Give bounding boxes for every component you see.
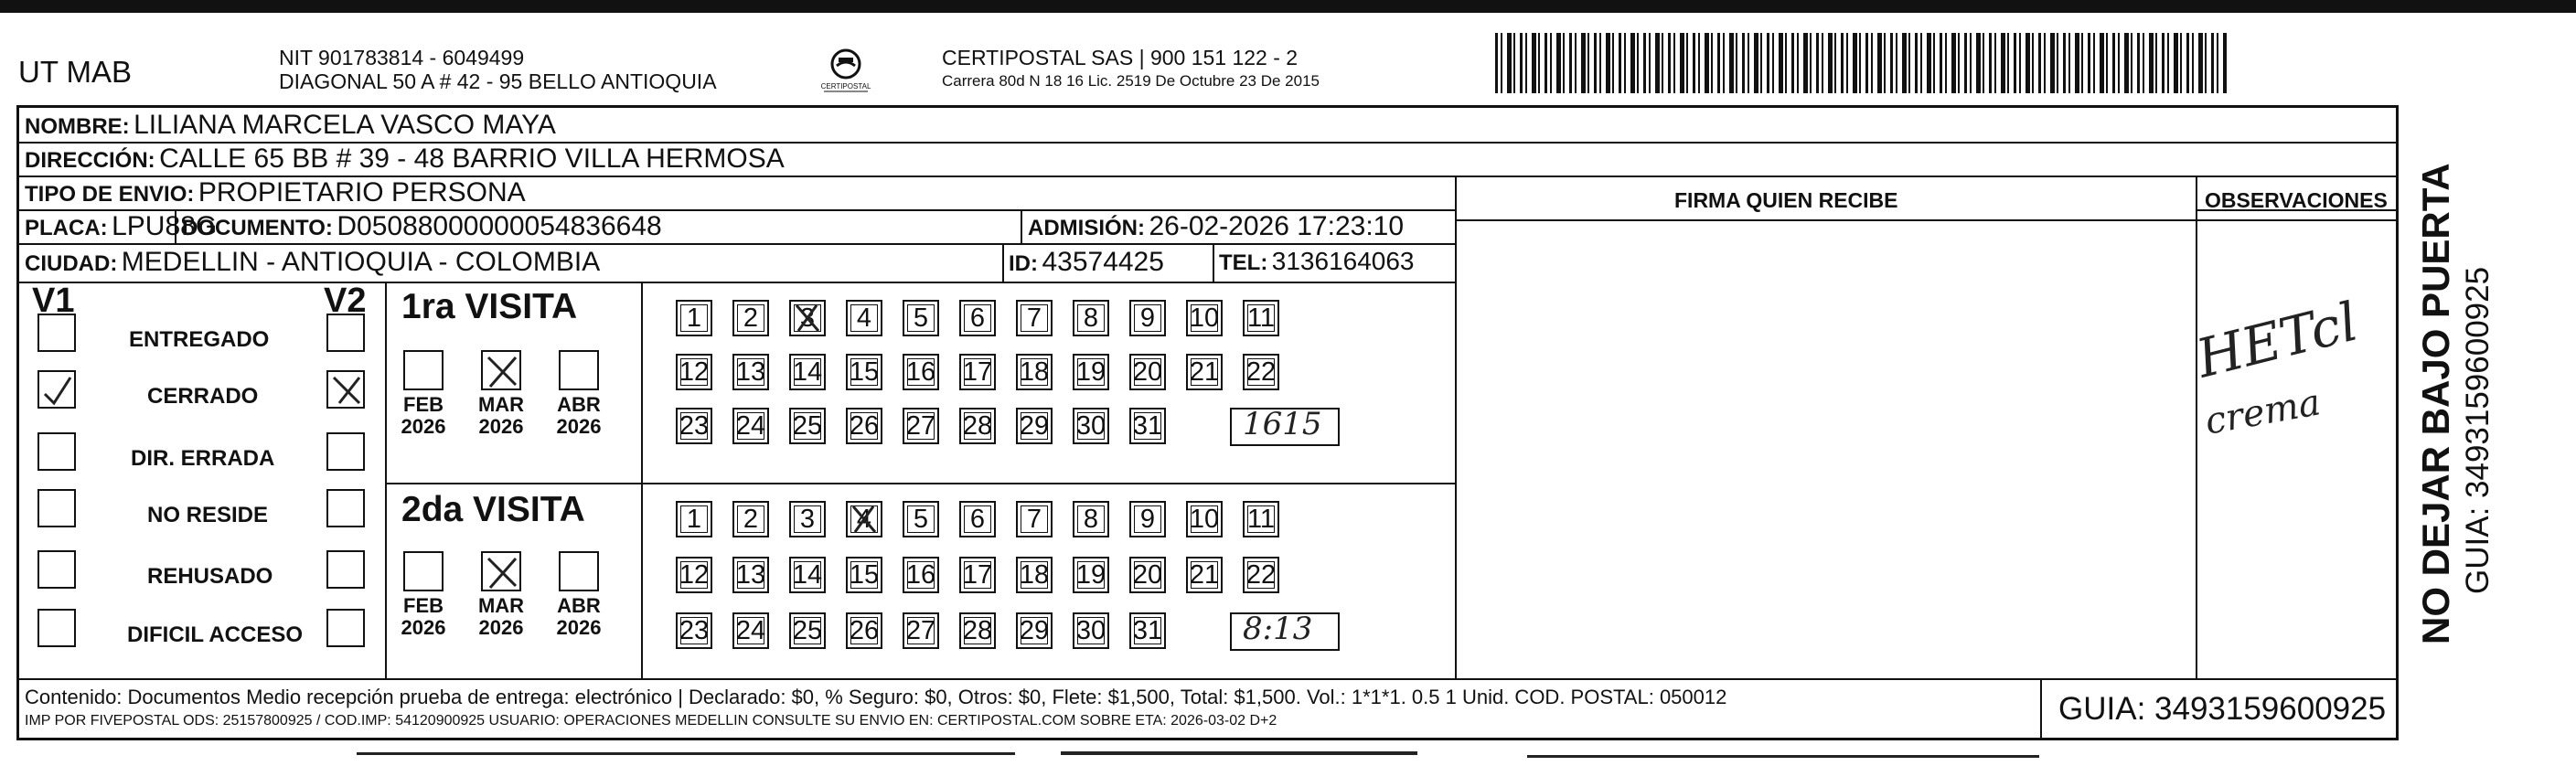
day-number: 2 <box>743 303 759 333</box>
day-number: 11 <box>1246 303 1276 333</box>
month-checkbox[interactable] <box>481 350 521 390</box>
tel-label: TEL: <box>1219 250 1268 275</box>
day-number: 27 <box>905 616 936 645</box>
day-number: 21 <box>1189 357 1220 387</box>
v1-checkbox[interactable] <box>37 314 76 352</box>
x-mark-icon <box>483 553 521 591</box>
v1-checkbox[interactable] <box>37 489 76 527</box>
x-mark-icon <box>846 501 882 537</box>
day-number: 26 <box>849 411 880 441</box>
day-number: 6 <box>969 505 986 534</box>
day-box[interactable] <box>1073 612 1109 649</box>
id-value: 43574425 <box>1042 247 1164 277</box>
side-guia: GUIA: 3493159600925 <box>2460 266 2496 594</box>
day-box[interactable] <box>789 501 826 537</box>
day-box[interactable] <box>789 300 826 336</box>
day-box[interactable] <box>676 300 712 336</box>
company-nit: NIT 901783814 - 6049499 <box>279 46 525 69</box>
day-number: 17 <box>962 560 993 590</box>
day-number: 4 <box>856 505 872 534</box>
v2-checkbox[interactable] <box>326 314 365 352</box>
day-box[interactable] <box>903 300 939 336</box>
day-number: 9 <box>1139 505 1156 534</box>
day-number: 27 <box>905 411 936 441</box>
day-number: 30 <box>1075 616 1106 645</box>
nombre-field <box>25 110 556 141</box>
day-number: 9 <box>1139 303 1156 333</box>
status-label: CERRADO <box>147 384 259 409</box>
observacion-line2: crema <box>2201 381 2325 443</box>
status-label: NO RESIDE <box>147 503 269 527</box>
footer-guia: GUIA: 3493159600925 <box>2058 691 2387 727</box>
day-box[interactable] <box>903 501 939 537</box>
day-number: 23 <box>679 616 710 645</box>
day-box[interactable] <box>959 557 996 593</box>
handwritten-time: 8:13 <box>1243 611 1313 647</box>
day-box[interactable] <box>1129 354 1166 390</box>
day-number: 6 <box>969 303 986 333</box>
day-box[interactable] <box>903 408 939 444</box>
day-number: 13 <box>735 560 766 590</box>
direccion-field <box>25 144 785 175</box>
day-number: 15 <box>849 560 880 590</box>
ciudad-value: MEDELLIN - ANTIOQUIA - COLOMBIA <box>121 247 601 277</box>
tel-value: 3136164063 <box>1271 247 1415 275</box>
day-box[interactable] <box>1016 612 1053 649</box>
admision-label: ADMISIÓN: <box>1028 216 1145 240</box>
month-checkbox[interactable] <box>559 350 599 390</box>
ciudad-field <box>25 247 600 278</box>
month-checkbox[interactable] <box>403 551 444 591</box>
tipo-envio-value: PROPIETARIO PERSONA <box>198 177 526 207</box>
day-box[interactable] <box>789 612 826 649</box>
day-box[interactable] <box>903 557 939 593</box>
visit1-title: 1ra VISITA <box>401 287 578 326</box>
day-number: 31 <box>1132 616 1163 645</box>
day-number: 17 <box>962 357 993 387</box>
day-number: 28 <box>962 616 993 645</box>
nombre-label: NOMBRE: <box>25 114 130 139</box>
x-mark-icon <box>483 352 521 390</box>
v2-checkbox[interactable] <box>326 550 365 589</box>
id-label: ID: <box>1009 251 1038 276</box>
day-box[interactable] <box>959 501 996 537</box>
status-label: DIFICIL ACCESO <box>127 622 304 647</box>
month-year: 2026 <box>556 616 602 639</box>
day-number: 13 <box>735 357 766 387</box>
day-number: 21 <box>1189 560 1220 590</box>
certipostal-logo <box>818 46 873 95</box>
month-checkbox[interactable] <box>403 350 444 390</box>
footer-contenido: Contenido: Documentos Medio recepción prueba de entrega: electrónico | Declarado: $0, % Seguro: $0, Otros: $0, Flete: $1,500, Total: $1,500. Vol.: 1*1*1. 0.5 1 Unid. COD. POSTAL: 050012 <box>25 686 1727 708</box>
visit2-title: 2da VISITA <box>401 490 585 529</box>
day-number: 24 <box>735 616 766 645</box>
ciudad-label: CIUDAD: <box>25 251 118 276</box>
documento-field <box>182 211 662 242</box>
day-box[interactable] <box>846 612 882 649</box>
admision-value: 26-02-2026 17:23:10 <box>1149 211 1405 241</box>
status-label: ENTREGADO <box>129 327 270 352</box>
month-name: FEB <box>403 393 444 416</box>
day-number: 23 <box>679 411 710 441</box>
status-label: DIR. ERRADA <box>131 446 275 471</box>
v2-label: V2 <box>324 282 367 320</box>
day-box[interactable] <box>676 408 712 444</box>
day-number: 18 <box>1019 560 1050 590</box>
day-number: 11 <box>1246 505 1276 534</box>
status-label: REHUSADO <box>147 564 273 589</box>
day-number: 29 <box>1019 411 1050 441</box>
month-year: 2026 <box>401 415 446 438</box>
day-box[interactable] <box>1129 408 1166 444</box>
day-number: 31 <box>1132 411 1163 441</box>
day-box[interactable] <box>1129 300 1166 336</box>
day-number: 7 <box>1026 303 1042 333</box>
month-year: 2026 <box>556 415 602 438</box>
day-number: 3 <box>799 303 816 333</box>
day-box[interactable] <box>1186 557 1223 593</box>
v1-checkbox[interactable] <box>37 550 76 589</box>
day-box[interactable] <box>732 300 769 336</box>
handwritten-time-box[interactable] <box>1230 612 1340 651</box>
company-name: UT MAB <box>18 55 133 89</box>
day-number: 12 <box>679 357 710 387</box>
day-box[interactable] <box>1016 501 1053 537</box>
day-number: 3 <box>799 505 816 534</box>
nombre-value: LILIANA MARCELA VASCO MAYA <box>134 110 556 140</box>
month-name: ABR <box>557 393 601 416</box>
day-box[interactable] <box>676 557 712 593</box>
day-box[interactable] <box>959 354 996 390</box>
day-box[interactable] <box>846 354 882 390</box>
placa-label: PLACA: <box>25 216 108 240</box>
v2-checkbox[interactable] <box>326 609 365 647</box>
day-number: 25 <box>792 616 823 645</box>
v1-label: V1 <box>32 282 75 320</box>
day-number: 14 <box>792 560 823 590</box>
day-box[interactable] <box>1073 300 1109 336</box>
month-year: 2026 <box>478 415 524 438</box>
day-number: 7 <box>1026 505 1042 534</box>
day-box[interactable] <box>1186 354 1223 390</box>
day-box[interactable] <box>732 612 769 649</box>
day-box[interactable] <box>846 501 882 537</box>
side-warning: NO DEJAR BAJO PUERTA <box>2414 163 2457 644</box>
day-box[interactable] <box>1186 300 1223 336</box>
day-box[interactable] <box>1016 408 1053 444</box>
day-box[interactable] <box>676 612 712 649</box>
v2-checkbox[interactable] <box>326 370 365 409</box>
documento-value: D05088000000054836648 <box>337 211 662 241</box>
day-box[interactable] <box>846 408 882 444</box>
day-box[interactable] <box>732 354 769 390</box>
v1-checkbox[interactable] <box>37 609 76 647</box>
day-number: 12 <box>679 560 710 590</box>
documento-label: DOCUMENTO: <box>182 216 333 240</box>
month-name: MAR <box>477 393 525 416</box>
v2-checkbox[interactable] <box>326 432 365 471</box>
day-box[interactable] <box>732 557 769 593</box>
day-box[interactable] <box>846 300 882 336</box>
placa-value: LPU88G <box>112 211 218 241</box>
day-box[interactable] <box>1016 557 1053 593</box>
day-box[interactable] <box>1073 408 1109 444</box>
day-number: 29 <box>1019 616 1050 645</box>
day-number: 16 <box>905 357 936 387</box>
day-box[interactable] <box>846 557 882 593</box>
company-address: DIAGONAL 50 A # 42 - 95 BELLO ANTIOQUIA <box>279 69 717 93</box>
day-number: 1 <box>686 303 702 333</box>
handwritten-time-box[interactable] <box>1230 408 1340 446</box>
courier-license: Carrera 80d N 18 16 Lic. 2519 De Octubre 23 De 2015 <box>942 72 1320 90</box>
month-checkbox[interactable] <box>481 551 521 591</box>
day-box[interactable] <box>1129 557 1166 593</box>
direccion-label: DIRECCIÓN: <box>25 148 155 173</box>
day-box[interactable] <box>903 612 939 649</box>
v1-checkbox[interactable] <box>37 370 76 409</box>
day-number: 20 <box>1132 560 1163 590</box>
courier-name: CERTIPOSTAL SAS | 900 151 122 - 2 <box>942 46 1299 69</box>
day-number: 15 <box>849 357 880 387</box>
day-box[interactable] <box>676 501 712 537</box>
day-number: 24 <box>735 411 766 441</box>
x-mark-icon <box>328 372 365 409</box>
day-number: 1 <box>686 505 702 534</box>
x-mark-icon <box>789 300 826 336</box>
day-number: 30 <box>1075 411 1106 441</box>
day-number: 18 <box>1019 357 1050 387</box>
handwritten-time: 1615 <box>1243 406 1322 442</box>
observacion-line1: HETcl <box>2190 290 2364 390</box>
day-box[interactable] <box>959 408 996 444</box>
v1-checkbox[interactable] <box>37 432 76 471</box>
month-name: FEB <box>403 594 444 617</box>
bottom-rule-right <box>1527 755 2039 758</box>
month-year: 2026 <box>401 616 446 639</box>
day-box[interactable] <box>732 408 769 444</box>
day-box[interactable] <box>959 300 996 336</box>
day-box[interactable] <box>903 354 939 390</box>
tel-field <box>1219 247 1415 276</box>
day-box[interactable] <box>1243 557 1279 593</box>
day-box[interactable] <box>1243 501 1279 537</box>
day-box[interactable] <box>1073 354 1109 390</box>
month-year: 2026 <box>478 616 524 639</box>
day-box[interactable] <box>789 408 826 444</box>
month-checkbox[interactable] <box>559 551 599 591</box>
day-number: 8 <box>1083 505 1099 534</box>
shipment-barcode <box>1495 33 2227 93</box>
day-number: 5 <box>913 505 929 534</box>
day-box[interactable] <box>1243 300 1279 336</box>
delivery-form <box>16 105 2399 740</box>
day-box[interactable] <box>1073 557 1109 593</box>
tipo-envio-label: TIPO DE ENVIO: <box>25 182 195 207</box>
day-box[interactable] <box>1016 354 1053 390</box>
day-number: 20 <box>1132 357 1163 387</box>
day-box[interactable] <box>732 501 769 537</box>
observaciones-label: OBSERVACIONES <box>2205 188 2388 212</box>
day-number: 5 <box>913 303 929 333</box>
day-number: 22 <box>1245 357 1277 387</box>
day-number: 2 <box>743 505 759 534</box>
day-box[interactable] <box>789 354 826 390</box>
day-box[interactable] <box>1016 300 1053 336</box>
day-number: 8 <box>1083 303 1099 333</box>
month-name: MAR <box>477 594 525 617</box>
footer-imp: IMP POR FIVEPOSTAL ODS: 25157800925 / COD.IMP: 54120900925 USUARIO: OPERACIONES MEDELLIN CONSULTE SU ENVIO EN: CERTIPOSTAL.COM SOBRE ETA: 2026-03-02 D+2 <box>25 713 1277 729</box>
month-name: ABR <box>557 594 601 617</box>
bottom-rule-left <box>357 752 1015 755</box>
day-box[interactable] <box>1129 501 1166 537</box>
tipo-envio-field <box>25 177 526 208</box>
day-number: 16 <box>905 560 936 590</box>
day-box[interactable] <box>1186 501 1223 537</box>
day-number: 19 <box>1075 560 1106 590</box>
direccion-value: CALLE 65 BB # 39 - 48 BARRIO VILLA HERMOSA <box>159 144 785 174</box>
id-field <box>1009 247 1164 278</box>
day-box[interactable] <box>1073 501 1109 537</box>
bottom-rule-mid <box>1061 751 1417 755</box>
day-number: 26 <box>849 616 880 645</box>
day-box[interactable] <box>676 354 712 390</box>
logo-wordmark: CERTIPOSTAL <box>820 82 871 90</box>
v2-checkbox[interactable] <box>326 489 365 527</box>
firma-label: FIRMA QUIEN RECIBE <box>1674 188 1898 212</box>
top-border-bar <box>0 0 2576 13</box>
check-mark-icon <box>39 372 76 409</box>
admision-field <box>1028 211 1404 242</box>
day-box[interactable] <box>789 557 826 593</box>
day-number: 19 <box>1075 357 1106 387</box>
day-number: 14 <box>792 357 823 387</box>
day-number: 25 <box>792 411 823 441</box>
day-number: 10 <box>1189 505 1220 534</box>
day-box[interactable] <box>959 612 996 649</box>
day-number: 28 <box>962 411 993 441</box>
day-box[interactable] <box>1129 612 1166 649</box>
day-number: 4 <box>856 303 872 333</box>
day-number: 10 <box>1189 303 1220 333</box>
day-box[interactable] <box>1243 354 1279 390</box>
day-number: 22 <box>1245 560 1277 590</box>
